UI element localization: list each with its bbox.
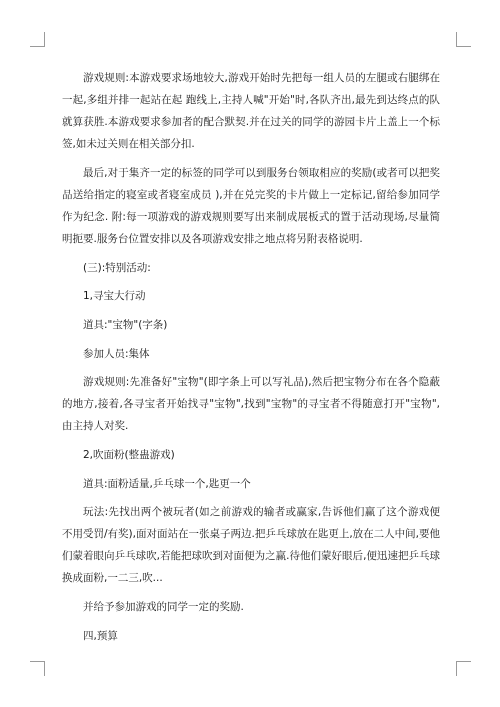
crop-mark-bottom-right xyxy=(456,661,471,676)
rules-treasure-hunt: 游戏规则:先准备好"宝物"(即字条上可以写礼品),然后把宝物分布在各个隐蔽的地方,接着,各寻宝者开始找寻"宝物",找到"宝物"的寻宝者不得随意打开"宝物",由主持人对奖. xyxy=(62,376,440,433)
howto-blow-flour: 玩法:先找出两个被玩者(如之前游戏的输者或赢家,告诉他们赢了这个游戏便不用受罚/有奖),面对面站在一张桌子两边.把乒乓球放在匙更上,放在二人中间,要他们蒙着眼向乒乓球吹,若能把球吹到对面便为之赢.待他们蒙好眼后,便迅速把乒乓球换成面粉,一二三,吹... xyxy=(62,506,440,585)
document-body xyxy=(62,67,440,653)
crop-mark-top-right xyxy=(456,32,471,47)
paragraph-game-rules: 游戏规则:本游戏要求场地较大,游戏开始时先把每一组人员的左腿或右腿绑在一起,多组并排一起站在起 跑线上,主持人喊"开始"时,各队齐出,最先到达终点的队就算获胜.本游戏要求参加者的配合默契.并在过关的同学的游园卡片上盖上一个标签,如未过关则在相关部分扣. xyxy=(62,72,440,151)
section-heading-budget: 四,预算 xyxy=(83,629,118,642)
crop-mark-bottom-left xyxy=(30,661,45,676)
props-treasure-hunt: 道具:"宝物"(字条) xyxy=(83,318,168,331)
paragraph-prize-note: 并给予参加游戏的同学一定的奖励. xyxy=(83,600,244,613)
participants-treasure-hunt: 参加人员:集体 xyxy=(83,347,150,360)
crop-mark-top-left xyxy=(30,32,45,47)
paragraph-rewards: 最后,对于集齐一定的标签的同学可以到服务台领取相应的奖励(或者可以把奖品送给指定的寝室或者寝室成员 ),并在兑完奖的卡片做上一定标记,留给参加同学作为纪念. 附:每一项游戏的游戏规则要写出来制成展板式的置于活动现场,尽量简明扼要.服务台位置安排以及各项游戏安排之地点将另附表格说明. xyxy=(62,166,440,246)
section-heading-special-activities: (三):特别活动: xyxy=(83,261,151,274)
activity-title-blow-flour: 2,吹面粉(整蛊游戏) xyxy=(83,448,175,461)
props-blow-flour: 道具:面粉适量,乒乓球一个,匙更一个 xyxy=(83,477,251,490)
activity-title-treasure-hunt: 1,寻宝大行动 xyxy=(83,290,146,303)
